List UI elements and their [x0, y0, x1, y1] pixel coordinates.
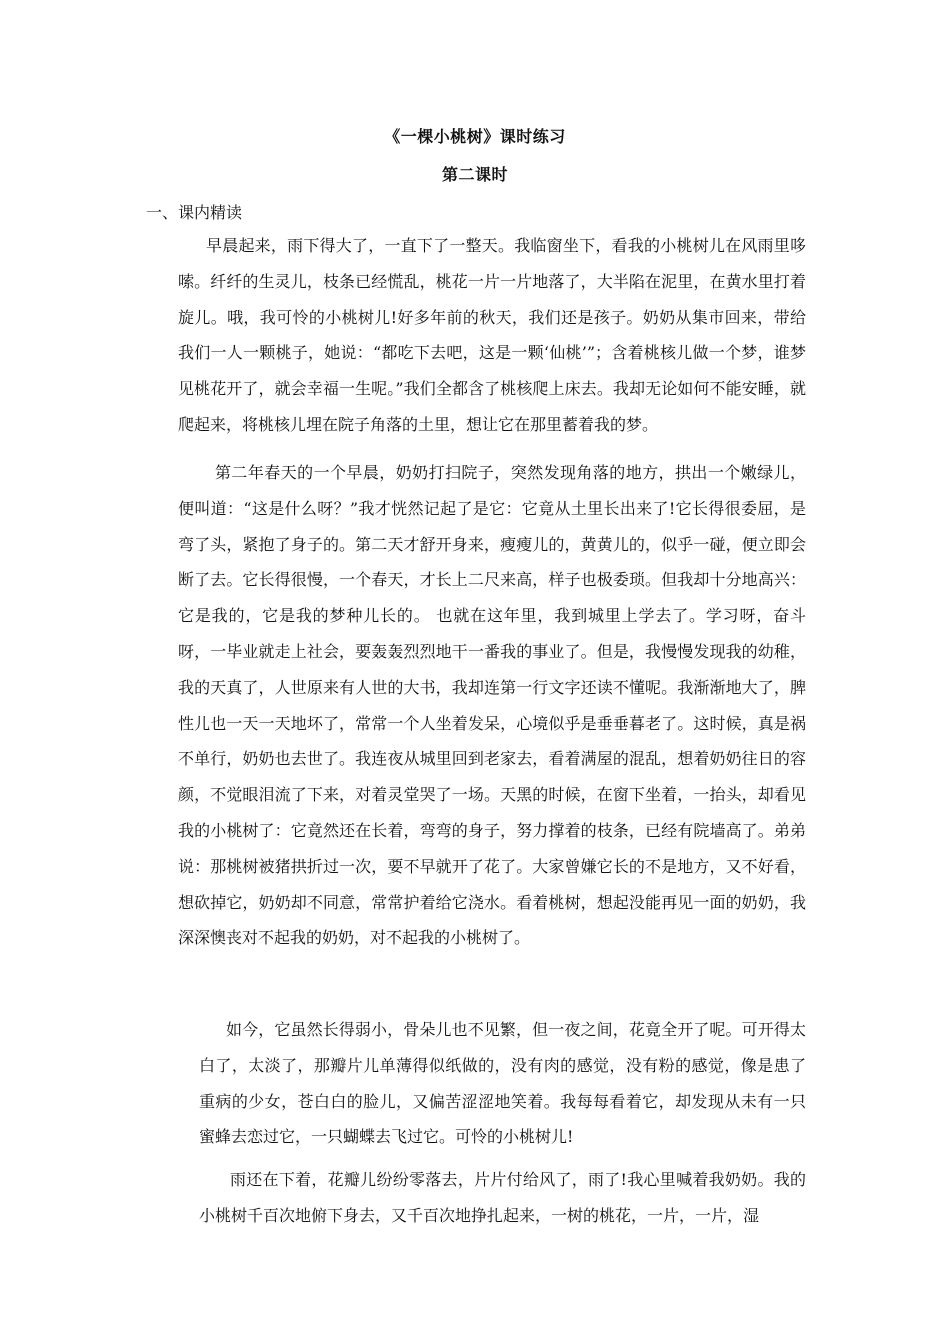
- lesson-subtitle: 第二课时: [441, 165, 508, 184]
- paragraph-2: 第二年春天的一个早晨，奶奶打扫院子，突然发现角落的地方，拱出一个嫩绿儿，便叫道：“这是什么呀？”我才恍然记起了是它：它竟从土里长出来了!它长得很委屈，是弯了头，紧抱了身子的。第二天才舒开身来，瘦瘦儿的，黄黄儿的，似乎一碰，便立即会断了去。它长得很慢，一个春天，才长上二尺来高，样子也极委琐。但我却十分地高兴：它是我的，它是我的梦种儿长的。 也就在这年里，我到城里上学去了。学习呀，奋斗呀，一毕业就走上社会，要轰轰烈烈地干一番我的事业了。但是，我慢慢发现我的幼稚，我的天真了，人世原来有人世的大书，我却连第一行文字还读不懂呢。我渐渐地大了，脾性儿也一天一天地坏了，常常一个人坐着发呆，心境似乎是垂垂暮老了。这时候，真是祸不单行，奶奶也去世了。我连夜从城里回到老家去，看着满屋的混乱，想着奶奶往日的容颜，不觉眼泪流了下来，对着灵堂哭了一场。天黑的时候，在窗下坐着，一抬头，却看见我的小桃树了：它竟然还在长着，弯弯的身子，努力撑着的枝条，已经有院墙高了。弟弟说：那桃树被猪拱折过一次，要不早就开了花了。大家曾嫌它长的不是地方，又不好看，想砍掉它，奶奶却不同意，常常护着给它浇水。看着桃树，想起没能再见一面的奶奶，我深深懊丧对不起我的奶奶，对不起我的小桃树了。: [178, 463, 806, 948]
- section-heading: 一、课内精读: [146, 203, 243, 222]
- paragraph-1: 早晨起来，雨下得大了，一直下了一整天。我临窗坐下，看我的小桃树儿在风雨里哆嗦。纤纤的生灵儿，枝条已经慌乱，桃花一片一片地落了，大半陷在泥里，在黄水里打着旋儿。哦，我可怜的小桃树儿!好多年前的秋天，我们还是孩子。奶奶从集市回来，带给我们一人一颗桃子，她说：“都吃下去吧，这是一颗‘仙桃’”；含着桃核儿做一个梦，谁梦见桃花开了，就会幸福一生呢。”我们全都含了桃核爬上床去。我却无论如何不能安睡，就爬起来，将桃核儿埋在院子角落的土里，想让它在那里蓄着我的梦。: [178, 236, 806, 434]
- paragraph-4: 雨还在下着，花瓣儿纷纷零落去，片片付给风了，雨了!我心里喊着我奶奶。我的小桃树千百次地俯下身去，又千百次地挣扎起来，一树的桃花，一片，一片，湿: [199, 1170, 806, 1225]
- paragraph-3: 如今，它虽然长得弱小，骨朵儿也不见繁，但一夜之间，花竟全开了呢。可开得太白了，太淡了，那瓣片儿单薄得似纸做的，没有肉的感觉，没有粉的感觉，像是患了重病的少女，苍白白的脸儿，又偏苦涩涩地笑着。我每每看着它，却发现从未有一只蜜蜂去恋过它，一只蝴蝶去飞过它。可怜的小桃树儿!: [199, 1020, 806, 1147]
- document-title: 《一棵小桃树》课时练习: [384, 127, 566, 146]
